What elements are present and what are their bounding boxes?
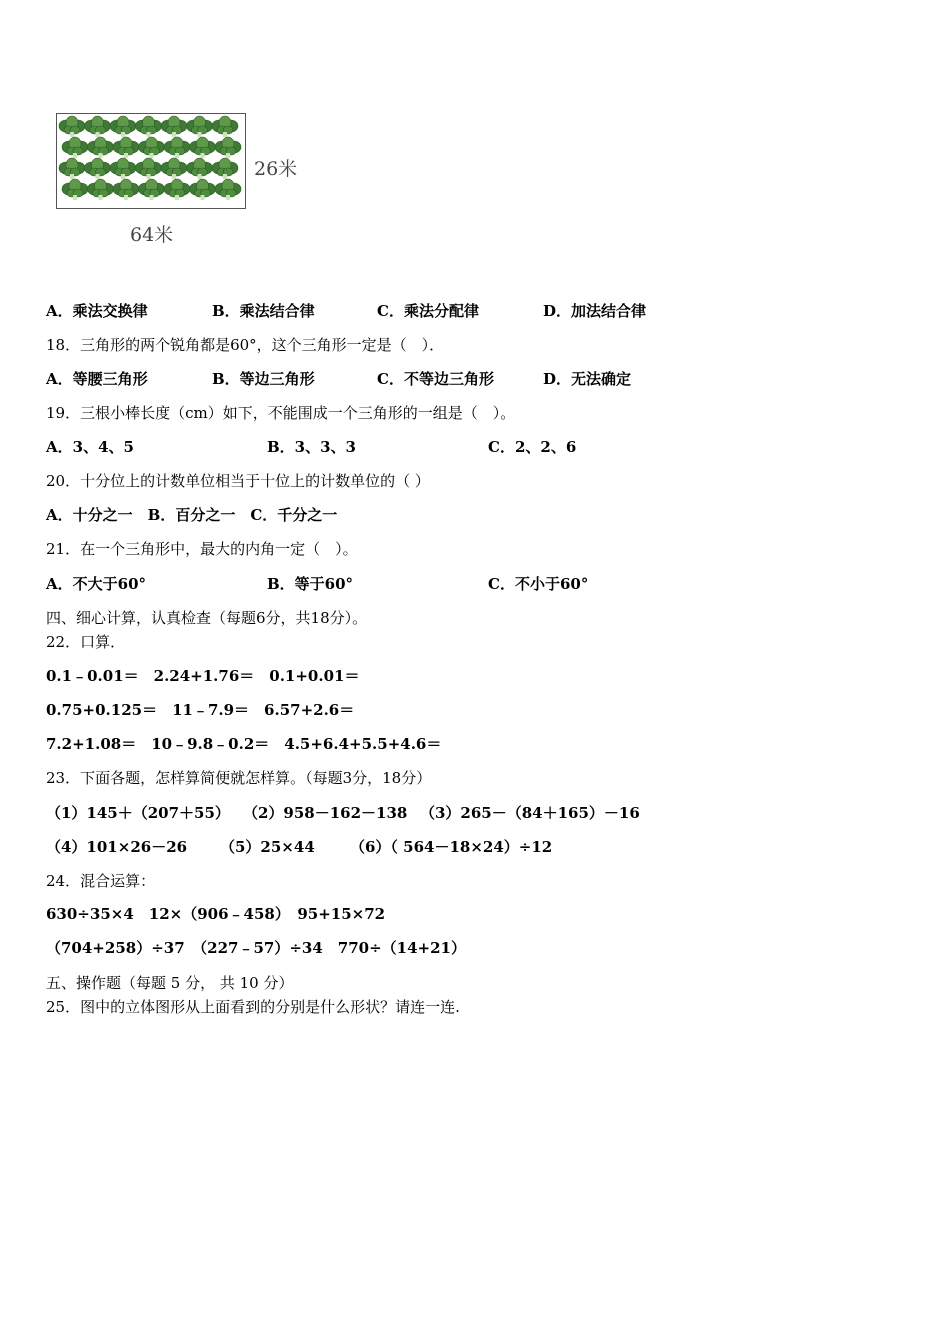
vegetable-icon (85, 158, 111, 179)
vegetable-icon (62, 137, 88, 158)
vegetable-icon (113, 179, 139, 200)
q24-row-2: （704+258）÷37 （227﹣57）÷34 770÷（14+21） (46, 939, 466, 957)
vegetable-icon (113, 137, 139, 158)
vegetable-icon (215, 179, 241, 200)
width-label: 64米 (130, 224, 174, 246)
vegetable-icon (85, 116, 111, 137)
vegetable-icon (88, 179, 114, 200)
vegetable-icon (136, 116, 162, 137)
vegetable-icon (187, 158, 213, 179)
q25-stem: 25．图中的立体图形从上面看到的分别是什么形状？请连一连. (46, 998, 460, 1016)
q21-option-b[interactable]: B．等于60° (267, 575, 354, 593)
vegetable-icon (164, 137, 190, 158)
q17-option-c[interactable]: C．乘法分配律 (377, 302, 479, 320)
q21-stem: 21．在一个三角形中，最大的内角一定（ ）。 (46, 540, 358, 558)
q22-row-3: 7.2+1.08＝ 10﹣9.8﹣0.2＝ 4.5+6.4+5.5+4.6＝ (46, 735, 442, 753)
q17-option-d[interactable]: D．加法结合律 (543, 302, 647, 320)
vegetable-icon (212, 158, 238, 179)
vegetable-icon (59, 158, 85, 179)
q19-option-b[interactable]: B．3、3、3 (267, 438, 356, 456)
q23-item-2: （2）958－162－138 (243, 804, 408, 822)
vegetable-icon (190, 137, 216, 158)
q18-option-d[interactable]: D．无法确定 (543, 370, 632, 388)
q22-stem: 22．口算． (46, 633, 126, 651)
q24-row-1: 630÷35×4 12×（906﹣458） 95+15×72 (46, 905, 386, 923)
vegetable-icon (161, 158, 187, 179)
q19-stem: 19．三根小棒长度（cm）如下，不能围成一个三角形的一组是（ ）。 (46, 404, 516, 422)
vegetable-icon (59, 116, 85, 137)
vegetable-field-figure (56, 113, 246, 209)
q19-option-c[interactable]: C．2、2、6 (488, 438, 577, 456)
q23-item-1: （1）145＋（207＋55） (46, 804, 230, 822)
vegetable-icon (139, 137, 165, 158)
vegetable-icon (110, 116, 136, 137)
vegetable-icon (190, 179, 216, 200)
vegetable-icon (88, 137, 114, 158)
q19-option-a[interactable]: A．3、4、5 (46, 438, 134, 456)
vegetable-icon (164, 179, 190, 200)
vegetable-icon (139, 179, 165, 200)
q20-options[interactable]: A．十分之一 B．百分之一 C．千分之一 (46, 506, 338, 524)
q23-item-3: （3）265－（84＋165）－16 (420, 804, 640, 822)
q23-item-4: （4）101×26－26 (46, 838, 188, 856)
q22-row-1: 0.1﹣0.01＝ 2.24+1.76＝ 0.1+0.01＝ (46, 667, 360, 685)
q24-stem: 24．混合运算： (46, 872, 156, 890)
section5-heading: 五、操作题（每题 5 分， 共 10 分） (46, 974, 294, 992)
vegetable-icon (215, 137, 241, 158)
vegetable-icon (212, 116, 238, 137)
q21-option-a[interactable]: A．不大于60° (46, 575, 147, 593)
height-label: 26米 (254, 158, 298, 180)
q18-option-c[interactable]: C．不等边三角形 (377, 370, 494, 388)
q18-option-a[interactable]: A．等腰三角形 (46, 370, 148, 388)
q21-option-c[interactable]: C．不小于60° (488, 575, 589, 593)
vegetable-field-svg (57, 114, 244, 207)
vegetable-icon (62, 179, 88, 200)
q22-row-2: 0.75+0.125＝ 11﹣7.9＝ 6.57+2.6＝ (46, 701, 355, 719)
vegetable-icon (161, 116, 187, 137)
section4-heading: 四、细心计算，认真检查（每题6分，共18分）。 (46, 609, 368, 627)
q23-item-6: （6）（ 564－18×24）÷12 (350, 838, 553, 856)
vegetable-icon (187, 116, 213, 137)
q23-item-5: （5）25×44 (220, 838, 315, 856)
q18-option-b[interactable]: B．等边三角形 (212, 370, 315, 388)
q17-option-a[interactable]: A．乘法交换律 (46, 302, 148, 320)
q23-stem: 23．下面各题，怎样算简便就怎样算。（每题3分，18分） (46, 769, 432, 787)
q18-stem: 18．三角形的两个锐角都是60°，这个三角形一定是（ ）． (46, 336, 445, 354)
vegetable-icon (136, 158, 162, 179)
q20-stem: 20．十分位上的计数单位相当于十位上的计数单位的（ ） (46, 472, 430, 490)
q17-option-b[interactable]: B．乘法结合律 (212, 302, 315, 320)
vegetable-icon (110, 158, 136, 179)
